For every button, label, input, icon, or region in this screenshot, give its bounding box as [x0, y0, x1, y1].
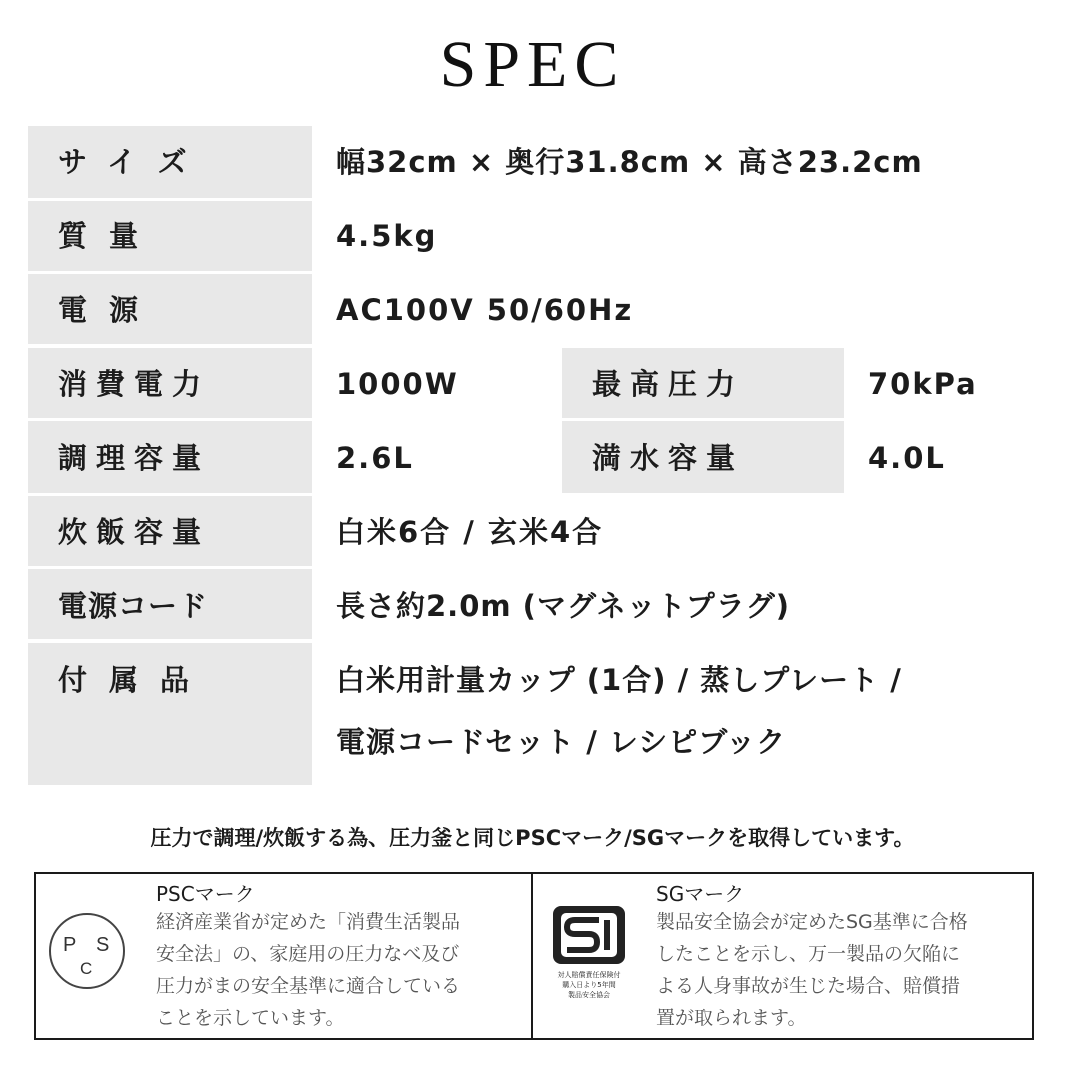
cooking-capacity-label: 調理容量: [58, 441, 211, 475]
sg-line-3: よる人身事故が生じた場合、賠償措: [656, 975, 961, 997]
psc-title: PSCマーク: [156, 882, 255, 906]
certification-note: 圧力で調理/炊飯する為、圧力釜と同じPSCマーク/SGマークを取得しています。: [150, 826, 915, 850]
size-label: サイズ: [58, 145, 209, 179]
page-title: SPEC: [439, 28, 626, 101]
sg-mark-icon: [547, 904, 631, 1004]
power-source-value: AC100V 50/60Hz: [336, 293, 634, 327]
power-source-label: 電源: [58, 293, 161, 327]
accessories-label: 付属品: [58, 663, 212, 697]
size-value: 幅32cm × 奥行31.8cm × 高さ23.2cm: [336, 145, 923, 179]
power-consumption-value: 1000W: [336, 367, 459, 401]
full-water-capacity-label: 満水容量: [592, 441, 745, 475]
psc-line-3: 圧力がまの安全基準に適合している: [156, 975, 461, 997]
weight-value: 4.5kg: [336, 219, 438, 253]
psc-mark-letter-p: P: [63, 934, 77, 956]
certification-divider: [531, 872, 533, 1040]
psc-mark-letter-s: S: [96, 934, 110, 956]
accessories-value-line2: 電源コードセット / レシピブック: [336, 725, 787, 759]
power-consumption-label: 消費電力: [58, 367, 211, 401]
sg-caption-1: 対人賠償責任保険付: [557, 971, 621, 979]
psc-mark-letter-c: C: [80, 959, 93, 978]
accessories-value-line1: 白米用計量カップ (1合) / 蒸しプレート /: [336, 663, 902, 697]
sg-caption-2: 購入日より5年間: [562, 981, 616, 989]
power-cord-label: 電源コード: [58, 589, 209, 623]
cooking-capacity-value: 2.6L: [336, 441, 414, 475]
psc-line-4: ことを示しています。: [156, 1007, 345, 1029]
rice-capacity-label: 炊飯容量: [58, 515, 211, 549]
sg-title: SGマーク: [656, 882, 745, 906]
sg-caption-3: 製品安全協会: [568, 991, 610, 999]
max-pressure-value: 70kPa: [868, 367, 978, 401]
max-pressure-label: 最高圧力: [592, 367, 745, 401]
psc-line-1: 経済産業省が定めた「消費生活製品: [156, 911, 461, 933]
sg-line-1: 製品安全協会が定めたSG基準に合格: [656, 911, 968, 933]
psc-mark-icon: [47, 911, 127, 991]
power-cord-value: 長さ約2.0m (マグネットプラグ): [336, 589, 791, 623]
sg-line-2: したことを示し、万一製品の欠陥に: [656, 943, 961, 965]
full-water-capacity-value: 4.0L: [868, 441, 946, 475]
sg-line-4: 置が取られます。: [656, 1007, 807, 1029]
rice-capacity-value: 白米6合 / 玄米4合: [336, 515, 604, 549]
psc-line-2: 安全法」の、家庭用の圧力なべ及び: [156, 943, 460, 965]
weight-label: 質量: [58, 219, 161, 253]
